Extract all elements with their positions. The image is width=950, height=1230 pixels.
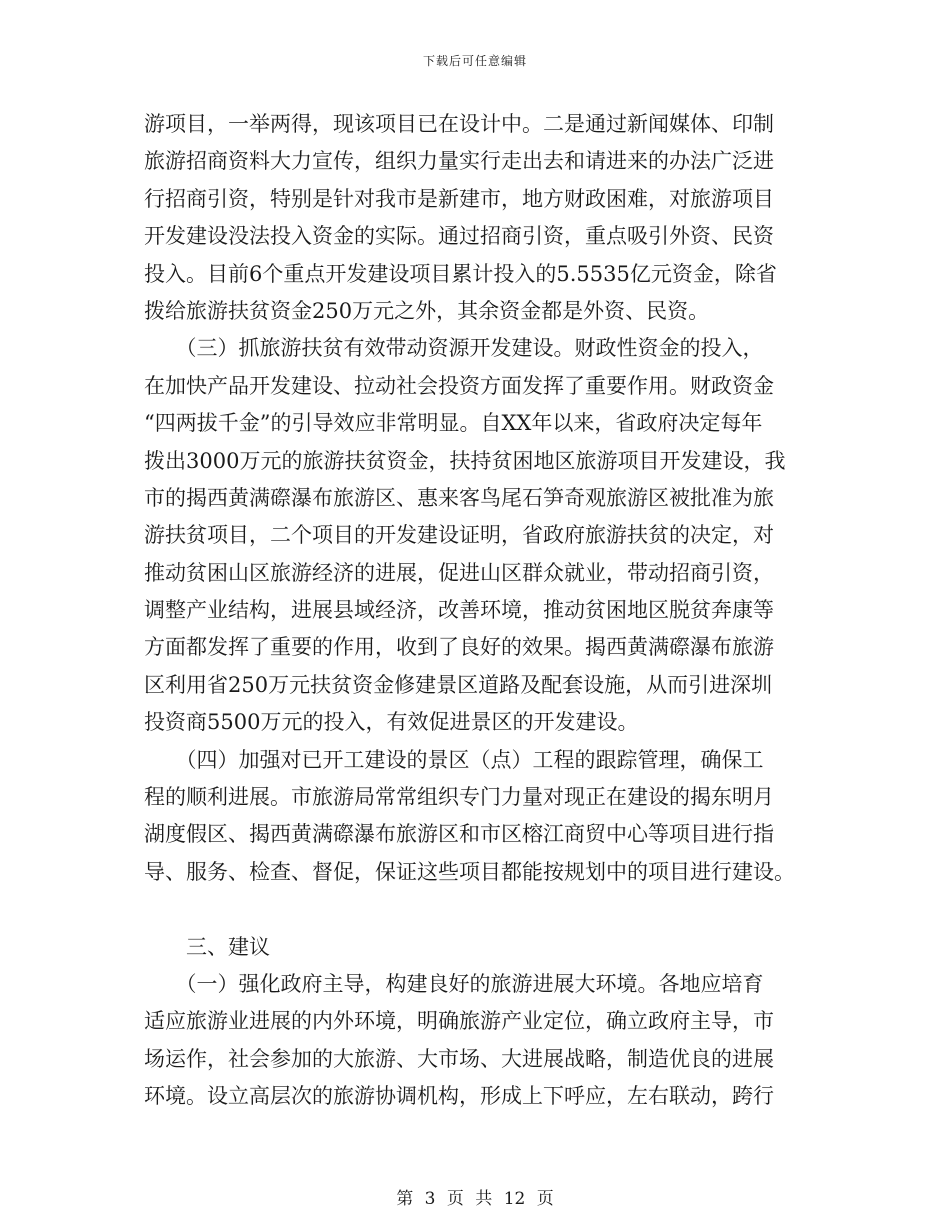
section-heading: 三、建议 — [144, 934, 270, 959]
text-line: 开发建设没法投入资金的实际。通过招商引资，重点吸引外资、民资 — [144, 224, 774, 249]
text-line: 拨出3000万元的旅游扶贫资金，扶持贫困地区旅游项目开发建设，我 — [144, 448, 786, 473]
text-line: 游项目，一举两得，现该项目已在设计中。二是通过新闻媒体、印制 — [144, 112, 774, 136]
text-line: 调整产业结构，进展县域经济，改善环境，推动贫困地区脱贫奔康等 — [144, 598, 774, 623]
paragraph-gap — [144, 891, 808, 928]
text-line: 环境。设立高层次的旅游协调机构，形成上下呼应，左右联动，跨行 — [144, 1084, 774, 1109]
text-line: 拨给旅游扶贫资金250万元之外，其余资金都是外资、民资。 — [144, 298, 710, 323]
text-line: “四两拔千金”的引导效应非常明显。自XX年以来，省政府决定每年 — [144, 411, 763, 436]
text-line: 投入。目前6个重点开发建设项目累计投入的5.5535亿元资金，除省 — [144, 261, 777, 286]
text-line: 行招商引资，特别是针对我市是新建市，地方财政困难，对旅游项目 — [144, 186, 774, 211]
text-line: 游扶贫项目，二个项目的开发建设证明，省政府旅游扶贫的决定，对 — [144, 523, 774, 548]
text-line: （三）抓旅游扶贫有效带动资源开发建设。财政性资金的投入， — [144, 336, 764, 361]
document-body — [144, 106, 808, 1116]
text-line: 适应旅游业进展的内外环境，明确旅游产业定位，确立政府主导，市 — [144, 1009, 774, 1034]
text-line: （四）加强对已开工建设的景区（点）工程的跟踪管理，确保工 — [144, 747, 764, 772]
text-line: 场运作，社会参加的大旅游、大市场、大进展战略，制造优良的进展 — [144, 1046, 774, 1071]
text-line: 湖度假区、揭西黄满磜瀑布旅游区和市区榕江商贸中心等项目进行指 — [144, 822, 774, 847]
text-line: 市的揭西黄满磜瀑布旅游区、惠来客鸟尾石笋奇观旅游区被批准为旅 — [144, 485, 774, 510]
text-line: 旅游招商资料大力宣传，组织力量实行走出去和请进来的办法广泛进 — [144, 149, 774, 174]
text-line: （一）强化政府主导，构建良好的旅游进展大环境。各地应培育 — [144, 971, 764, 996]
page-footer: 第 3 页 共 12 页 — [396, 1189, 554, 1209]
text-line: 程的顺利进展。市旅游局常常组织专门力量对现正在建设的揭东明月 — [144, 785, 774, 810]
text-line: 推动贫困山区旅游经济的进展，促进山区群众就业，带动招商引资， — [144, 560, 774, 585]
text-line: 在加快产品开发建设、拉动社会投资方面发挥了重要作用。财政资金 — [144, 373, 774, 398]
text-line: 投资商5500万元的投入，有效促进景区的开发建设。 — [144, 710, 639, 735]
text-line: 区利用省250万元扶贫资金修建景区道路及配套设施，从而引进深圳 — [144, 672, 773, 697]
text-line: 方面都发挥了重要的作用，收到了良好的效果。揭西黄满磜瀑布旅游 — [144, 635, 774, 660]
page-header: 下载后可任意编辑 — [422, 54, 527, 68]
text-line: 导、服务、检查、督促，保证这些项目都能按规划中的项目进行建设。 — [144, 859, 795, 884]
